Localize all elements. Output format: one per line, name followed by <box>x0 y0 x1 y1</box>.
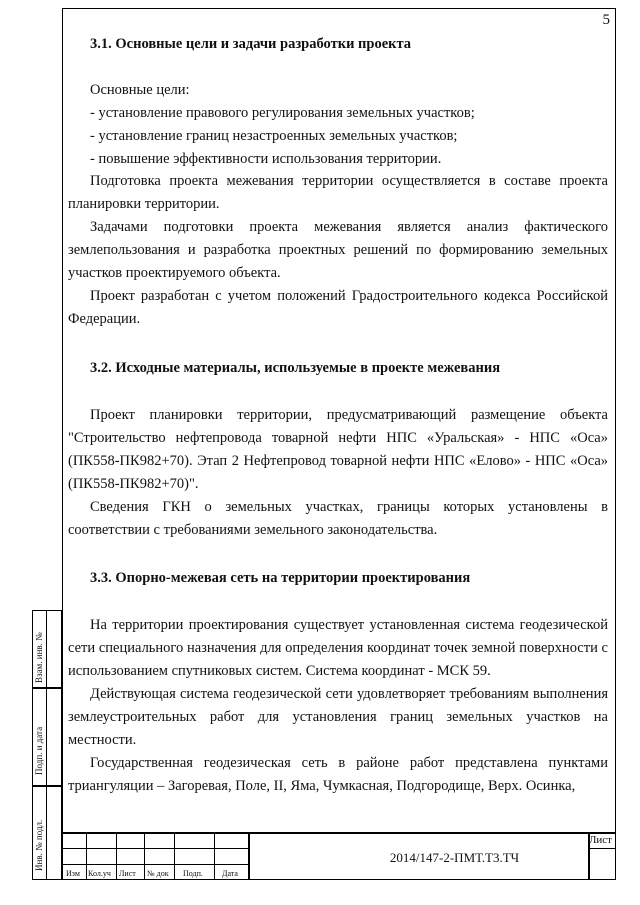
col-label: Подп. <box>183 869 203 878</box>
section-heading-3-1: 3.1. Основные цели и задачи разработки проекта <box>90 36 412 52</box>
goal-item: - установление правового регулирования земельных участков; <box>90 105 475 121</box>
goals-title: Основные цели: <box>90 82 190 98</box>
col-label: Изм <box>66 869 80 878</box>
title-block <box>62 832 616 880</box>
paragraph: Проект разработан с учетом положений Градостроительного кодекса Российской Федерации. <box>68 288 608 327</box>
goal-item: - установление границ незастроенных земельных участков; <box>90 128 458 144</box>
col-label: № док <box>147 869 169 878</box>
paragraph: Действующая система геодезической сети удовлетворяет требованиям выполнения землеустроительных работ для установления границ земельных участков на местности. <box>68 686 608 748</box>
side-stamp-signature <box>32 688 62 786</box>
goal-item: - повышение эффективности использования территории. <box>90 151 442 167</box>
paragraph: Подготовка проекта межевания территории осуществляется в составе проекта планировки территории. <box>68 173 608 212</box>
paragraph: Задачами подготовки проекта межевания является анализ фактического землепользования и разработка проектных решений по формированию земельных участков проектируемого объекта. <box>68 219 608 281</box>
paragraph: На территории проектирования существует установленная система геодезической сети специального назначения для определения координат точек земной поверхности с использованием спутниковых систем. Система координат - МСК 59. <box>68 617 608 679</box>
col-label: Дата <box>222 869 238 878</box>
side-label-signature: Подп. и дата <box>34 726 44 775</box>
paragraph: Сведения ГКН о земельных участках, границы которых установлены в соответствии с требованиями земельного законодательства. <box>68 499 608 538</box>
document-code: 2014/147-2-ПМТ.Т3.ТЧ <box>389 850 520 865</box>
side-label-replacement: Взам. инв. № <box>34 632 44 683</box>
side-stamp-replacement <box>32 610 62 688</box>
paragraph: Проект планировки территории, предусматривающий размещение объекта "Строительство нефтепровода товарной нефти НПС «Уральская» - НПС «Оса» (ПК558-ПК982+70). Этап 2 Нефтепровод товарной нефти НПС «Елово» - НПС «Оса» (ПК558-ПК982+70)". <box>68 407 608 492</box>
section-heading-3-3: 3.3. Опорно-межевая сеть на территории проектирования <box>90 570 471 586</box>
side-stamp-original <box>32 786 62 880</box>
page-number: 5 <box>602 12 610 28</box>
col-label: Кол.уч <box>88 869 111 878</box>
col-label: Лист <box>119 869 136 878</box>
sheet-label: Лист <box>588 834 612 846</box>
section-heading-3-2: 3.2. Исходные материалы, используемые в проекте межевания <box>90 360 501 376</box>
paragraph: Государственная геодезическая сеть в районе работ представлена пунктами триангуляции – Загоревая, Поле, II, Яма, Чумкасная, Подгородище, Верх. Осинка, <box>68 755 608 794</box>
side-label-original: Инв. № подл. <box>34 819 44 871</box>
